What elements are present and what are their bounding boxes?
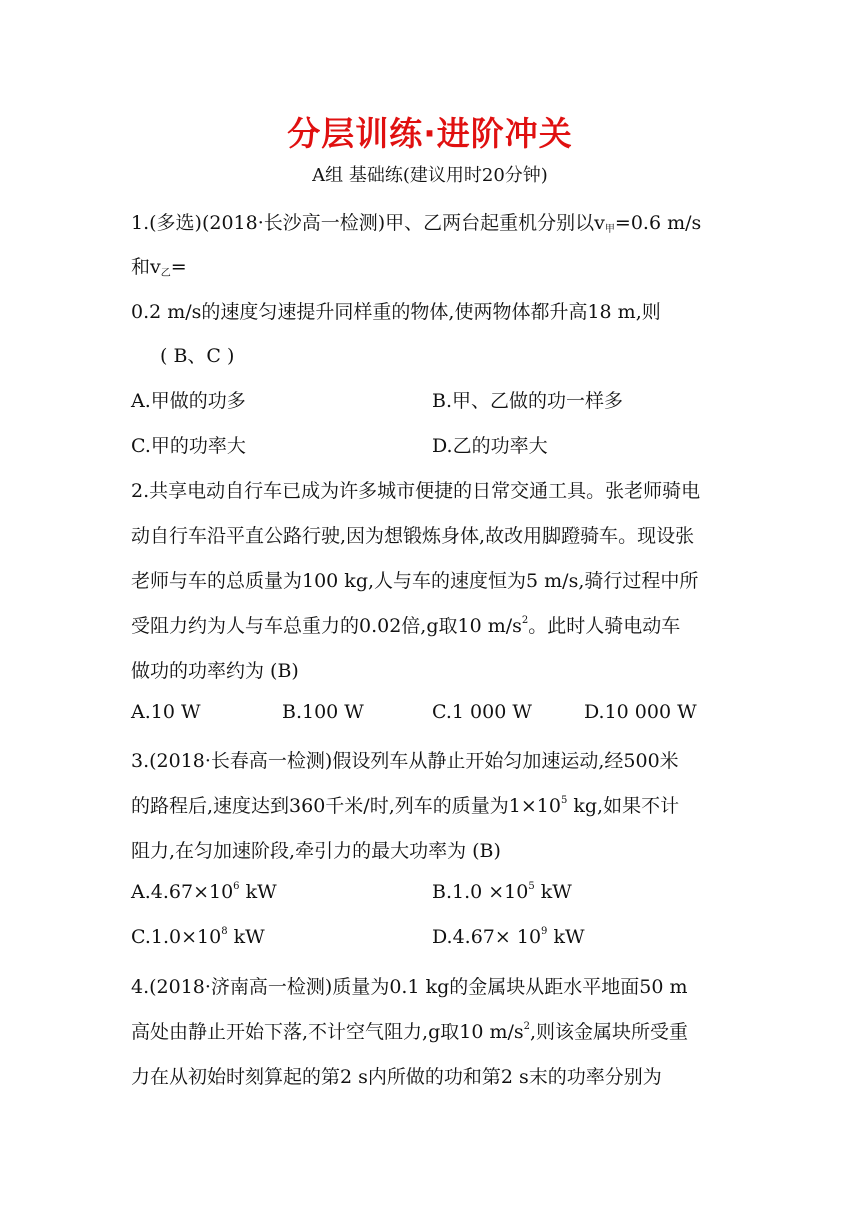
q2-line4: 受阻力约为人与车总重力的0.02倍,g取10 $m/s^2$。此时人骑电动车 bbox=[131, 615, 681, 637]
q2-option-c: C.1 000 W bbox=[432, 701, 532, 723]
q2-option-b: B.100 W bbox=[282, 701, 364, 723]
q2-superscript: 2 bbox=[521, 615, 529, 626]
q3-superscript: 5 bbox=[560, 795, 568, 806]
q1-option-b: B.甲、乙做的功一样多 bbox=[432, 390, 624, 412]
q1-subscript-jia: 甲 bbox=[604, 224, 615, 235]
page-title: 分层训练·进阶冲关 bbox=[287, 114, 573, 153]
q1-option-c: C.甲的功率大 bbox=[131, 435, 246, 457]
q3-line3: 阻力,在匀加速阶段,牵引力的最大功率为 (B) bbox=[131, 840, 501, 862]
q4-line2: 高处由静止开始下落,不计空气阻力,g取10 $m/s^2$,则该金属块所受重 bbox=[131, 1021, 689, 1043]
q1-line2: 和$v_乙=$ bbox=[131, 256, 187, 279]
q1-line1: 1.(多选)(2018·长沙高一检测)甲、乙两台起重机分别以$v_甲=0.6$ m/s bbox=[131, 212, 702, 235]
q1-option-a: A.甲做的功多 bbox=[131, 390, 246, 412]
q1-answer: ( B、C ) bbox=[160, 345, 235, 367]
q3-line2: 的路程后,速度达到360千米/时,列车的质量为$1\times 10^5$ kg,如果不计 bbox=[131, 795, 680, 817]
q2-line3: 老师与车的总质量为100 kg,人与车的速度恒为5 m/s,骑行过程中所 bbox=[131, 570, 699, 592]
q2-line1: 2.共享电动自行车已成为许多城市便捷的日常交通工具。张老师骑电 bbox=[131, 480, 701, 502]
q4-line3: 力在从初始时刻算起的第2 s内所做的功和第2 s末的功率分别为 bbox=[131, 1066, 662, 1088]
q1-option-d: D.乙的功率大 bbox=[432, 435, 548, 457]
q3-option-b: $B.1.0 \times 10^5$ kW bbox=[432, 881, 572, 903]
q2-option-a: A.10 W bbox=[131, 701, 201, 723]
q3-option-d: $D.4.67\times 10^9$ kW bbox=[432, 926, 585, 948]
q2-line2: 动自行车沿平直公路行驶,因为想锻炼身体,故改用脚蹬骑车。现设张 bbox=[131, 525, 695, 547]
q4-superscript: 2 bbox=[523, 1021, 531, 1032]
q3-option-c: $C.1.0\times 10^8$ kW bbox=[131, 926, 265, 948]
q1-subscript-yi: 乙 bbox=[160, 268, 171, 279]
q1-line3: 0.2 m/s的速度匀速提升同样重的物体,使两物体都升高18 m,则 bbox=[131, 301, 661, 323]
q3-option-a: $A.4.67\times 10^6$ kW bbox=[131, 881, 277, 903]
q3-line1: 3.(2018·长春高一检测)假设列车从静止开始匀加速运动,经500米 bbox=[131, 750, 679, 772]
q2-line5: 做功的功率约为 (B) bbox=[131, 660, 299, 682]
section-subtitle: A组 基础练(建议用时20分钟) bbox=[312, 165, 548, 186]
q4-line1: 4.(2018·济南高一检测)质量为0.1 kg的金属块从距水平地面50 m bbox=[131, 976, 688, 998]
q2-option-d: D.10 000 W bbox=[584, 701, 697, 723]
